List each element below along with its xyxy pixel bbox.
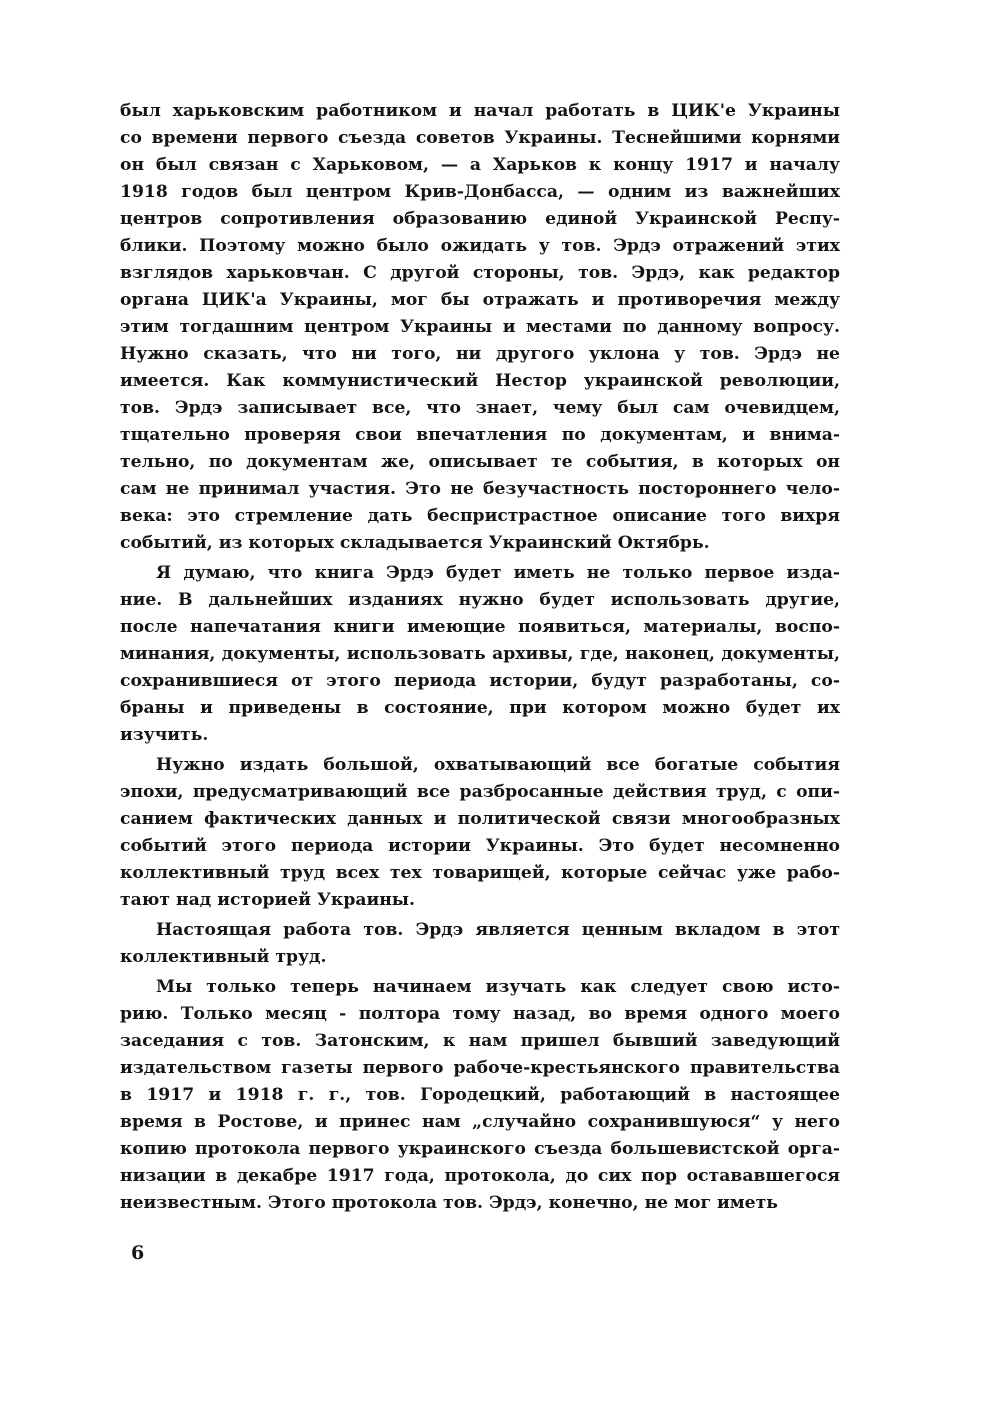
text-line: коллективный труд всех тех товарищей, которые сейчас уже рабо- xyxy=(120,863,840,883)
text-line: этим тогдашним центром Украины и местами по данному вопросу. xyxy=(120,317,840,337)
text-line: минания, документы, использовать архивы, где, наконец, документы, xyxy=(120,644,840,664)
paragraph xyxy=(120,98,840,557)
text-line: Настоящая работа тов. Эрдэ является ценным вкладом в этот xyxy=(156,920,840,940)
paragraph xyxy=(120,560,840,749)
text-line: после напечатания книги имеющие появиться, материалы, воспо- xyxy=(120,617,840,637)
text-line: тов. Эрдэ записывает все, что знает, чему был сам очевидцем, xyxy=(120,398,840,418)
text-line: издательством газеты первого рабоче-крестьянского правительства xyxy=(120,1058,840,1078)
text-line: время в Ростове, и принес нам „случайно сохранившуюся“ у него xyxy=(120,1112,840,1132)
text-line: органа ЦИК'а Украины, мог бы отражать и противоречия между xyxy=(120,290,840,310)
text-line: ние. В дальнейших изданиях нужно будет использовать другие, xyxy=(120,590,840,610)
text-line: браны и приведены в состояние, при котором можно будет их xyxy=(120,698,840,718)
text-line: блики. Поэтому можно было ожидать у тов. Эрдэ отражений этих xyxy=(120,236,840,256)
text-line: Нужно издать большой, охватывающий все богатые события xyxy=(156,755,840,775)
text-line: был харьковским работником и начал работать в ЦИК'е Украины xyxy=(120,101,840,121)
paragraph xyxy=(120,974,840,1217)
text-line: изучить. xyxy=(120,725,209,745)
text-line: событий, из которых складывается Украинский Октябрь. xyxy=(120,533,710,553)
text-line: взглядов харьковчан. С другой стороны, тов. Эрдэ, как редактор xyxy=(120,263,840,283)
text-line: тельно, по документам же, описывает те события, в которых он xyxy=(120,452,840,472)
text-line: заседания с тов. Затонским, к нам пришел бывший заведующий xyxy=(120,1031,840,1051)
paragraph xyxy=(120,917,840,971)
text-line: низации в декабре 1917 года, протокола, до сих пор остававшегося xyxy=(120,1166,840,1186)
text-line: Мы только теперь начинаем изучать как следует свою исто- xyxy=(156,977,840,997)
paragraph xyxy=(120,752,840,914)
text-line: рию. Только месяц - полтора тому назад, во время одного моего xyxy=(120,1004,840,1024)
text-line: века: это стремление дать беспристрастное описание того вихря xyxy=(120,506,840,526)
text-line: со времени первого съезда советов Украины. Теснейшими корнями xyxy=(120,128,840,148)
text-line: тают над историей Украины. xyxy=(120,890,416,910)
text-line: санием фактических данных и политической связи многообразных xyxy=(120,809,840,829)
text-line: он был связан с Харьковом, — а Харьков к концу 1917 и началу xyxy=(120,155,840,175)
text-line: центров сопротивления образованию единой Украинской Респу- xyxy=(120,209,840,229)
text-line: неизвестным. Этого протокола тов. Эрдэ, конечно, не мог иметь xyxy=(120,1193,778,1213)
page-number: 6 xyxy=(131,1242,145,1264)
text-line: эпохи, предусматривающий все разбросанные действия труд, с опи- xyxy=(120,782,840,802)
text-line: имеется. Как коммунистический Нестор украинской революции, xyxy=(120,371,840,391)
text-line: Нужно сказать, что ни того, ни другого уклона у тов. Эрдэ не xyxy=(120,344,840,364)
text-line: Я думаю, что книга Эрдэ будет иметь не только первое изда- xyxy=(156,563,840,583)
text-line: коллективный труд. xyxy=(120,947,327,967)
text-line: сохранившиеся от этого периода истории, будут разработаны, со- xyxy=(120,671,840,691)
text-line: тщательно проверяя свои впечатления по документам, и внима- xyxy=(120,425,840,445)
text-line: событий этого периода истории Украины. Это будет несомненно xyxy=(120,836,840,856)
text-line: в 1917 и 1918 г. г., тов. Городецкий, работающий в настоящее xyxy=(120,1085,840,1105)
text-line: 1918 годов был центром Крив-Донбасса, — одним из важнейших xyxy=(120,182,840,202)
body-text xyxy=(120,98,840,1217)
text-line: копию протокола первого украинского съезда большевистской орга- xyxy=(120,1139,840,1159)
text-line: сам не принимал участия. Это не безучастность постороннего чело- xyxy=(120,479,840,499)
